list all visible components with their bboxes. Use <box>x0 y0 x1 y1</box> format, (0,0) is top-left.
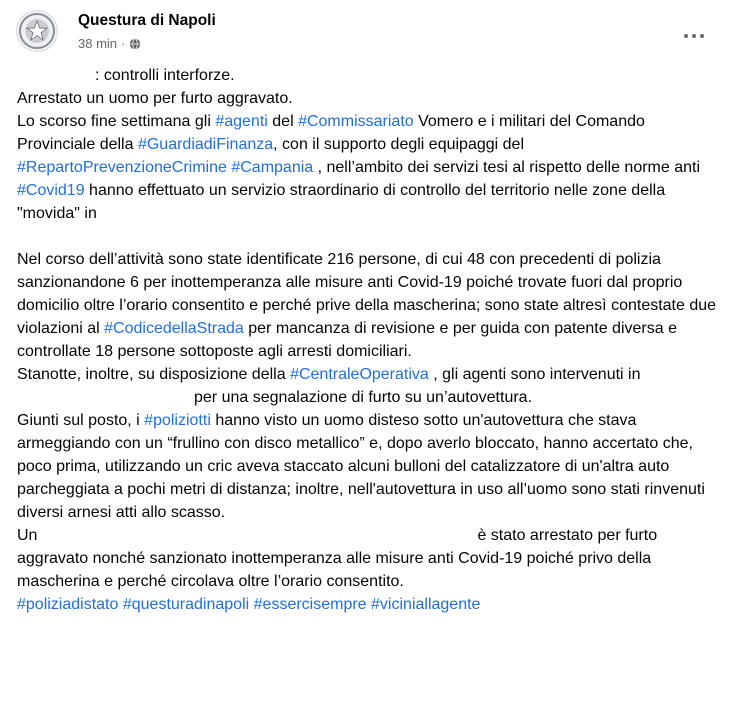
post-body <box>17 64 717 616</box>
text-span: per una segnalazione di furto su un’autovettura. <box>194 389 533 406</box>
hashtag-poliziotti[interactable]: #poliziotti <box>144 412 211 429</box>
text-span: , nell’ambito dei servizi tesi al rispetto delle norme anti <box>313 159 701 176</box>
post-time[interactable]: 38 min <box>78 36 118 51</box>
more-dot <box>700 34 704 38</box>
post-intro <box>17 64 717 110</box>
blank-line <box>17 225 717 248</box>
text-span: Giunti sul posto, i <box>17 412 145 429</box>
hashtag-campania[interactable]: #Campania <box>231 159 314 176</box>
text-span: per mancanza di revisione e per guida con patente diversa e controllate 18 persone sottoposte agli arresti domiciliari. <box>17 320 677 360</box>
hashtag-list <box>17 593 717 616</box>
paragraph-operation <box>17 110 717 225</box>
more-dot <box>692 34 696 38</box>
page-name[interactable]: Questura di Napoli <box>78 12 216 29</box>
text-span: Stanotte, inoltre, su disposizione della <box>17 366 291 383</box>
avatar[interactable] <box>16 10 58 52</box>
intro-line-1: : controlli interforze. <box>95 67 235 84</box>
hashtag-commissariato[interactable]: #Commissariato <box>298 113 414 130</box>
hashtag-questuradinapoli[interactable]: #questuradinapoli <box>122 596 250 613</box>
hashtag-repartoprevenzionecrimine[interactable]: #RepartoPrevenzioneCrimine <box>17 159 227 176</box>
hashtag-codicedellastrada[interactable]: #CodicedellaStrada <box>104 320 244 337</box>
text-span: hanno visto un uomo disteso sotto un'autovettura che stava armeggiando con un “frullino con disco metallico” e, dopo averlo bloccato, hanno accertato che, poco prima, utilizzando un cric aveva staccato alcuni bulloni del catalizzatore di un'altra auto parcheggiata a pochi metri di distanza; inoltre, nell'autovettura in uso all’uomo sono stati rinvenuti diversi arnesi atti allo scasso. <box>17 412 705 521</box>
paragraph-arrest <box>17 409 717 524</box>
hashtag-agenti[interactable]: #agenti <box>215 113 268 130</box>
paragraph-night <box>17 363 717 409</box>
text-span: hanno effettuato un servizio straordinario di controllo del territorio nelle zone della "movida" in <box>17 182 666 222</box>
globe-icon[interactable] <box>129 38 141 50</box>
post-header <box>16 10 716 56</box>
meta-separator: · <box>121 36 126 51</box>
hashtag-guardiadifinanza[interactable]: #GuardiadiFinanza <box>137 136 274 153</box>
hashtag-viciniallagente[interactable]: #viciniallagente <box>371 596 481 613</box>
intro-line-2: Arrestato un uomo per furto aggravato. <box>17 90 293 107</box>
text-span: , gli agenti sono intervenuti in <box>428 366 641 383</box>
more-options-button[interactable] <box>676 18 712 54</box>
text-span: Un <box>17 527 38 544</box>
hashtag-centraleoperativa[interactable]: #CentraleOperativa <box>290 366 429 383</box>
text-span: Lo scorso fine settimana gli <box>17 113 216 130</box>
paragraph-results <box>17 248 717 363</box>
paragraph-outcome <box>17 524 717 593</box>
hashtag-poliziadistato[interactable]: #poliziadistato <box>17 596 119 613</box>
text-span: del <box>267 113 299 130</box>
text-span: Vomero e i militari del Comando Provinciale della <box>17 113 645 153</box>
post-meta <box>78 36 141 51</box>
more-horizontal-icon <box>684 34 688 38</box>
text-span: è stato arrestato per furto aggravato nonché sanzionato inottemperanza alle misure anti Covid-19 poiché privo della mascherina e perché circolava oltre l’orario consentito. <box>17 527 658 590</box>
hashtag-covid19[interactable]: #Covid19 <box>17 182 85 199</box>
emblem-icon <box>17 11 57 51</box>
text-span: , con il supporto degli equipaggi del <box>273 136 524 153</box>
text-span: Nel corso dell’attività sono state identificate 216 persone, di cui 48 con precedenti di polizia sanzionandone 6 per inottemperanza alle misure anti Covid-19 poiché trovate fuori dal proprio domicilio oltre l’orario consentito e perché prive della mascherina; sono state altresì contestate due violazioni al <box>17 251 717 337</box>
hashtag-essercisempre[interactable]: #essercisempre <box>253 596 367 613</box>
